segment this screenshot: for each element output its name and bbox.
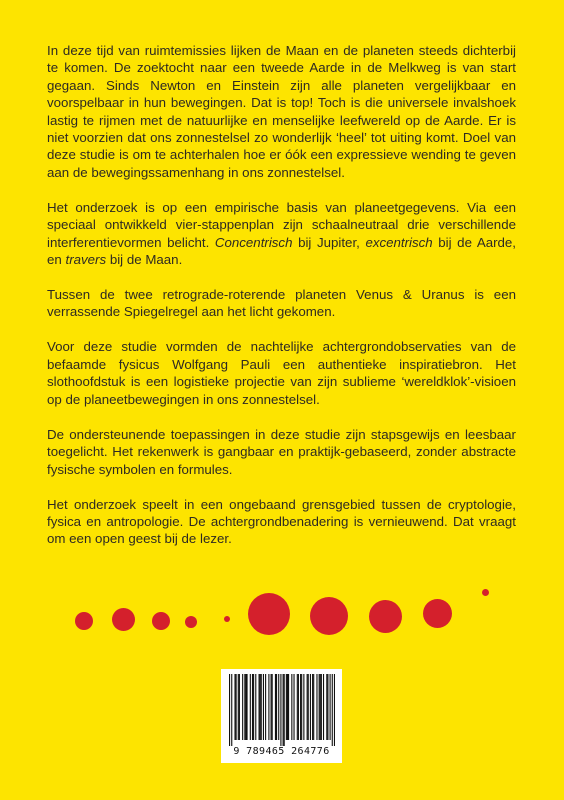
dot-3 <box>152 612 170 630</box>
dot-6 <box>248 593 290 635</box>
barcode-bar <box>244 674 245 740</box>
barcode-bar <box>263 674 264 740</box>
barcode-bars <box>229 674 335 746</box>
text-run: bij de Aarde, en <box>47 234 517 268</box>
barcode-bar <box>320 674 321 740</box>
barcode-bar <box>242 674 243 740</box>
barcode-bar <box>301 674 302 740</box>
barcode-bar <box>259 674 260 740</box>
barcode-bar <box>312 674 313 740</box>
dot-2 <box>112 608 135 631</box>
paragraph-6 <box>47 496 516 548</box>
barcode-bar <box>284 674 285 746</box>
barcode-bar <box>239 674 240 740</box>
barcode-bar <box>330 674 331 740</box>
barcode-bar <box>283 674 284 746</box>
barcode-bar <box>303 674 304 740</box>
barcode-bar <box>271 674 272 740</box>
barcode-bar <box>291 674 292 740</box>
barcode-bar <box>334 674 335 746</box>
text-run: De ondersteunende toepassingen in deze studie zijn stapsgewijs en leesbaar toegelicht. Het rekenwerk is gangbaar en praktijk-gebaseerd, zonder abstracte fysische symbolen en formules. <box>47 426 516 477</box>
blurb-text <box>47 42 516 565</box>
paragraph-1 <box>47 42 516 181</box>
barcode-number: 9 789465 264776 <box>233 746 330 757</box>
text-run: Het onderzoek is op een empirische basis van planeetgegevens. Via een speciaal ontwikkeld vier-stappenplan zijn schaalneutraal drie verschillende interferentievormen belicht. <box>47 199 516 250</box>
barcode-bar <box>307 674 308 740</box>
barcode-bar <box>288 674 289 740</box>
barcode-bar <box>327 674 328 740</box>
barcode-bar <box>313 674 314 740</box>
barcode-bar <box>332 674 333 746</box>
barcode-bar <box>250 674 251 740</box>
barcode-bar <box>272 674 273 740</box>
barcode-bar <box>319 674 320 740</box>
barcode-bar <box>321 674 322 740</box>
barcode-bar <box>252 674 253 740</box>
barcode-bar <box>316 674 317 740</box>
barcode-bar <box>265 674 266 740</box>
barcode-bar <box>286 674 287 740</box>
dot-4 <box>185 616 197 628</box>
barcode-bar <box>300 674 301 740</box>
paragraph-2 <box>47 199 516 269</box>
barcode-bar <box>234 674 235 740</box>
dot-1 <box>75 612 93 630</box>
italic-term: excentrisch <box>365 234 433 250</box>
barcode-bar <box>323 674 324 740</box>
barcode-bar <box>297 674 298 740</box>
dot-9 <box>423 599 452 628</box>
barcode-bar <box>278 674 279 740</box>
text-run: In deze tijd van ruimtemissies lijken de Maan en de planeten steeds dichterbij te komen. De zoektocht naar een tweede Aarde in de Melkweg is van start gegaan. Sinds Newton en Einstein zijn alle planeten vergelijkbaar en voorspelbaar in hun bewegingen. Dat is top! Toch is die universele invalshoek lastig te rijmen met de natuurlijke en menselijke leefwereld op de Aarde. Er is niet voorzien dat ons zonnestelsel zo wonderlijk ‘heel’ tot uiting komt. Doel van deze studie is om te achterhalen hoe er óók een expressieve wending te geven aan de bewegingssamenhang in ons zonnestelsel. <box>47 43 516 180</box>
dot-7 <box>310 597 348 635</box>
barcode-bar <box>245 674 246 740</box>
barcode-bar <box>260 674 261 740</box>
text-run: bij Jupiter, <box>292 234 366 250</box>
barcode-bar <box>268 674 269 740</box>
barcode-bar <box>261 674 262 740</box>
barcode-bar <box>275 674 276 740</box>
barcode-bar <box>287 674 288 740</box>
paragraph-3 <box>47 286 516 321</box>
barcode-bar <box>280 674 281 746</box>
barcode-bar <box>298 674 299 740</box>
barcode-bar <box>236 674 237 740</box>
barcode-bar <box>253 674 254 740</box>
barcode-bar <box>255 674 256 740</box>
text-run: Voor deze studie vormden de nachtelijke achtergrondobservaties van de befaamde fysicus Wolfgang Pauli een authentieke inspiratiebron. Het slothoofdstuk is een logistieke projectie van zijn sublieme ‘wereldklok’-visioen op de planeetbewegingen in ons zonnestelsel. <box>47 339 516 407</box>
barcode <box>221 669 342 763</box>
barcode-bar <box>310 674 311 740</box>
italic-term: travers <box>65 252 107 268</box>
dot-5 <box>224 616 230 622</box>
italic-term: Concentrisch <box>214 234 293 250</box>
barcode-bar <box>231 674 232 746</box>
text-run: bij de Maan. <box>106 252 183 268</box>
text-run: Tussen de twee retrograde-roterende planeten Venus & Uranus is een verrassende Spiegelregel aan het licht gekomen. <box>47 287 516 320</box>
barcode-bar <box>308 674 309 740</box>
barcode-bar <box>238 674 239 740</box>
barcode-bar <box>326 674 327 740</box>
dot-8 <box>369 600 402 633</box>
dot-10 <box>482 589 489 596</box>
paragraph-5 <box>47 426 516 478</box>
barcode-bar <box>276 674 277 740</box>
barcode-bar <box>293 674 294 740</box>
barcode-bar <box>246 674 247 740</box>
paragraph-4 <box>47 338 516 408</box>
text-run: Het onderzoek speelt in een ongebaand grensgebied tussen de cryptologie, fysica en antropologie. De achtergrondbenadering is vernieuwend. Dat vraagt om een open geest bij de lezer. <box>47 496 516 547</box>
barcode-bar <box>229 674 230 746</box>
